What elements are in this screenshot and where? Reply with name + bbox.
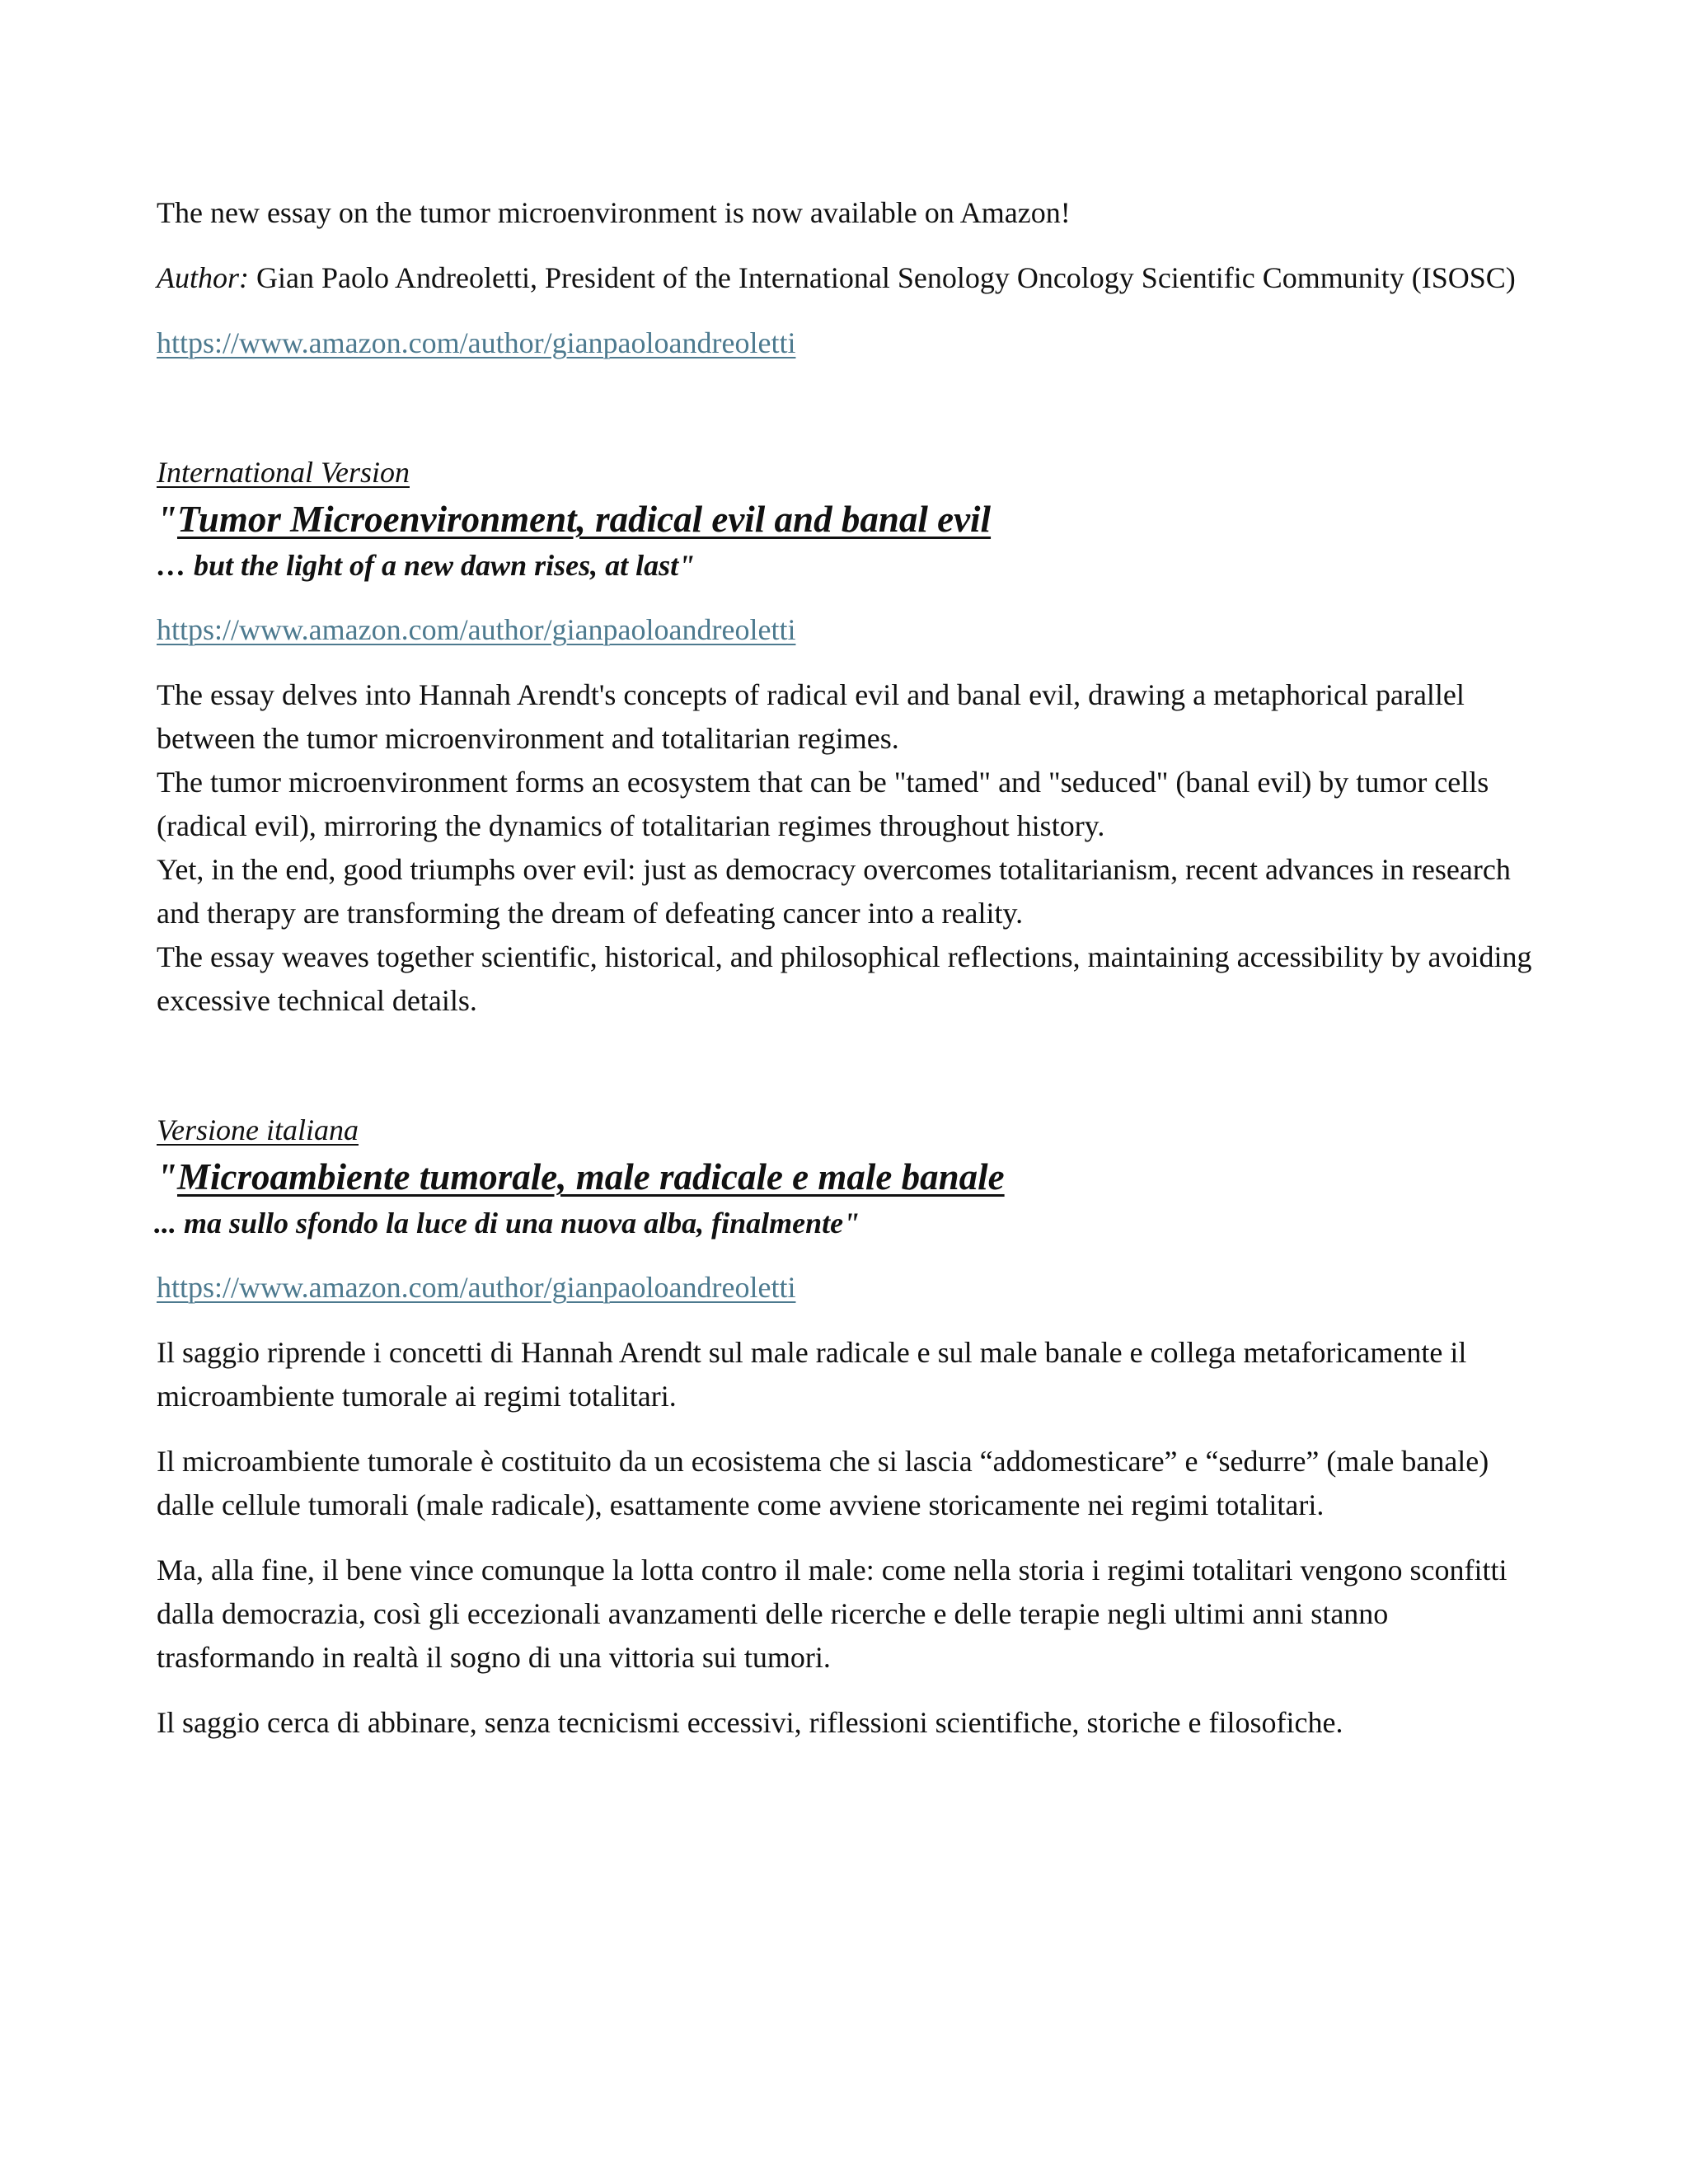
italian-paragraph: Ma, alla fine, il bene vince comunque la lotta contro il male: come nella storia i regimi totalitari vengono sconfitti dalla democrazia, così gli eccezionali avanzamenti delle ricerche e delle terapie negli ultimi anni stanno trasformando in realtà il sogno di una vittoria sui tumori. (157, 1554, 1507, 1674)
amazon-link-row-intro (157, 321, 1541, 365)
international-description-line: The essay weaves together scientific, historical, and philosophical reflections, maintaining accessibility by avoiding excessive technical details. (157, 940, 1532, 1017)
international-title (157, 494, 1541, 544)
italian-title-quote: " (157, 1156, 177, 1197)
international-title-quote: " (157, 499, 177, 540)
document-page (154, 191, 1541, 1745)
author-label: Author: (157, 261, 249, 294)
amazon-author-link-italian[interactable]: https://www.amazon.com/author/gianpaoloandreoletti (157, 1271, 796, 1304)
amazon-author-link-international[interactable]: https://www.amazon.com/author/gianpaoloandreoletti (157, 613, 796, 646)
amazon-link-row-international (157, 608, 1541, 652)
amazon-author-link[interactable]: https://www.amazon.com/author/gianpaoloandreoletti (157, 326, 796, 359)
author-line (157, 256, 1541, 300)
italian-paragraph: Il saggio cerca di abbinare, senza tecnicismi eccessivi, riflessioni scientifiche, storiche e filosofiche. (157, 1706, 1343, 1739)
italian-version-label-text: Versione italiana (157, 1113, 359, 1146)
italian-title-text: Microambiente tumorale, male radicale e male banale (176, 1156, 1005, 1197)
international-description-line: The essay delves into Hannah Arendt's concepts of radical evil and banal evil, drawing a metaphorical parallel between the tumor microenvironment and totalitarian regimes. (157, 678, 1465, 755)
author-text: Gian Paolo Andreoletti, President of the International Senology Oncology Scientific Community (ISOSC) (249, 261, 1516, 294)
international-description-line: Yet, in the end, good triumphs over evil: just as democracy overcomes totalitarianism, recent advances in research and therapy are transforming the dream of defeating cancer into a reality. (157, 853, 1511, 930)
amazon-link-row-italian (157, 1266, 1541, 1310)
international-subtitle: … but the light of a new dawn rises, at last" (157, 549, 696, 582)
announcement-text: The new essay on the tumor microenvironment is now available on Amazon! (157, 196, 1071, 229)
international-version-label (157, 451, 1541, 494)
international-version-label-text: International Version (157, 456, 410, 489)
italian-paragraph: Il microambiente tumorale è costituito da un ecosistema che si lascia “addomesticare” e “sedurre” (male banale) dalle cellule tumorali (male radicale), esattamente come avviene storicamente nei regimi totalitari. (157, 1445, 1489, 1521)
international-description-line: The tumor microenvironment forms an ecosystem that can be "tamed" and "seduced" (banal evil) by tumor cells (radical evil), mirroring the dynamics of totalitarian regimes throughout history. (157, 766, 1489, 842)
italian-paragraph: Il saggio riprende i concetti di Hannah Arendt sul male radicale e sul male banale e collega metaforicamente il microambiente tumorale ai regimi totalitari. (157, 1336, 1467, 1413)
italian-version-label (157, 1108, 1541, 1152)
international-description (157, 673, 1541, 1023)
italian-title (157, 1152, 1541, 1202)
international-title-text: Tumor Microenvironment, radical evil and banal evil (176, 499, 992, 540)
italian-subtitle: ... ma sullo sfondo la luce di una nuova alba, finalmente" (154, 1207, 860, 1240)
